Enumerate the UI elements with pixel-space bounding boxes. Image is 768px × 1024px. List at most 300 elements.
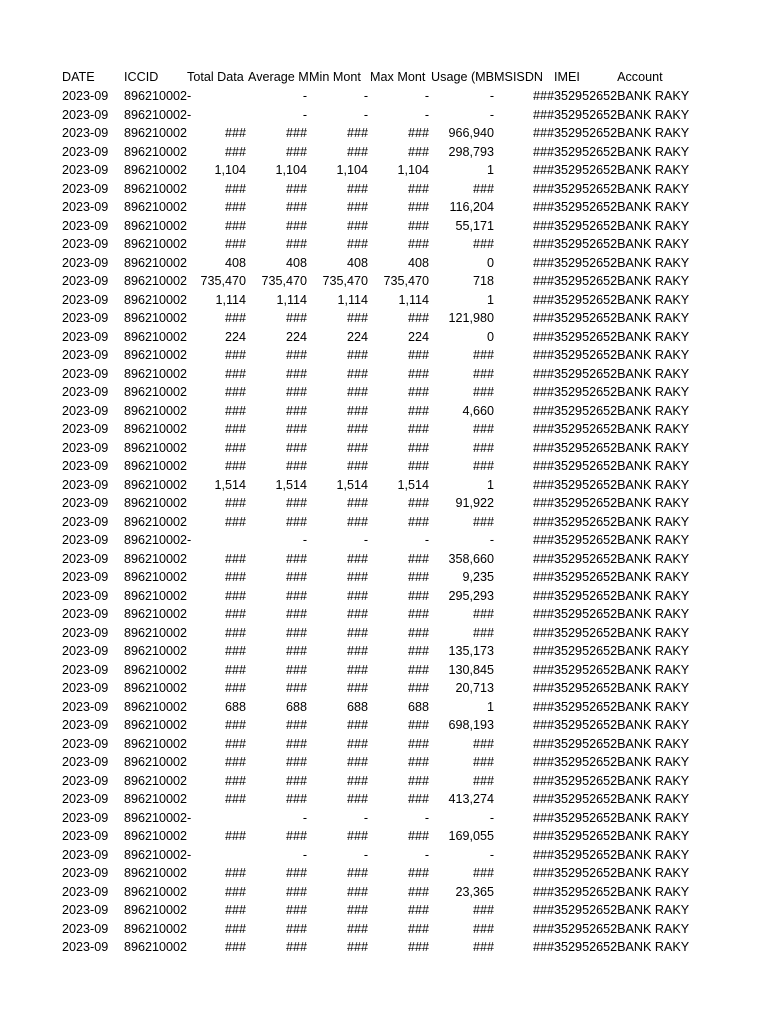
table-row xyxy=(62,365,689,384)
cell-usage: 1 xyxy=(487,163,495,177)
cell-date: 2023-09 xyxy=(62,699,109,714)
cell-imei: 352952652 xyxy=(554,311,618,325)
cell-iccid: 896210002 xyxy=(124,773,188,788)
cell-usage: ### xyxy=(473,514,495,529)
table-row xyxy=(62,864,689,883)
cell-imei: 352952652 xyxy=(554,107,618,122)
cell-account: BANK RAKY xyxy=(617,440,690,455)
table-row xyxy=(62,568,689,587)
cell-average: ### xyxy=(286,311,308,325)
cell-imei: 352952652 xyxy=(554,329,618,344)
cell-msisdn: ### xyxy=(533,385,555,399)
cell-total-data: 1,104 xyxy=(214,163,247,177)
cell-iccid: 896210002 xyxy=(124,144,188,159)
cell-average: ### xyxy=(286,736,308,751)
col-header-imei: IMEI xyxy=(554,70,580,85)
cell-max-month: - xyxy=(424,847,430,862)
cell-min-month: ### xyxy=(347,422,369,436)
cell-msisdn: ### xyxy=(533,773,555,788)
cell-iccid: 896210002 xyxy=(124,551,188,566)
cell-imei: 352952652 xyxy=(554,144,618,159)
cell-account: BANK RAKY xyxy=(617,163,690,177)
table-row xyxy=(62,661,689,680)
cell-usage: ### xyxy=(473,348,495,362)
cell-imei: 352952652 xyxy=(554,366,618,381)
cell-imei: 352952652 xyxy=(554,570,618,584)
cell-date: 2023-09 xyxy=(62,884,109,899)
cell-total-data: ### xyxy=(225,607,247,621)
cell-date: 2023-09 xyxy=(62,366,109,381)
cell-min-month: ### xyxy=(347,718,369,732)
cell-average: ### xyxy=(286,940,308,954)
cell-msisdn: ### xyxy=(533,829,555,843)
cell-date: 2023-09 xyxy=(62,570,109,584)
cell-iccid: 896210002 xyxy=(124,644,188,658)
cell-usage: ### xyxy=(473,625,495,640)
cell-date: 2023-09 xyxy=(62,533,109,547)
cell-iccid: 896210002 xyxy=(124,533,188,547)
cell-max-month: ### xyxy=(408,718,430,732)
table-row xyxy=(62,605,689,624)
cell-max-month: ### xyxy=(408,126,430,140)
cell-account: BANK RAKY xyxy=(617,681,690,695)
cell-max-month: ### xyxy=(408,403,430,418)
cell-msisdn: ### xyxy=(533,755,555,769)
cell-date: 2023-09 xyxy=(62,792,109,806)
cell-account: BANK RAKY xyxy=(617,829,690,843)
cell-total-data: 735,470 xyxy=(200,274,247,288)
cell-min-month: ### xyxy=(347,366,369,381)
cell-total-data: - xyxy=(187,107,192,122)
cell-average: - xyxy=(302,89,308,103)
cell-max-month: ### xyxy=(408,440,430,455)
cell-usage: 413,274 xyxy=(448,792,495,806)
cell-min-month: 1,514 xyxy=(336,477,369,492)
table-row xyxy=(62,494,689,513)
cell-total-data: ### xyxy=(225,755,247,769)
cell-imei: 352952652 xyxy=(554,440,618,455)
cell-account: BANK RAKY xyxy=(617,107,690,122)
cell-usage: - xyxy=(489,107,495,122)
cell-total-data: ### xyxy=(225,625,247,640)
cell-msisdn: ### xyxy=(533,681,555,695)
cell-max-month: ### xyxy=(408,884,430,899)
cell-total-data: ### xyxy=(225,792,247,806)
cell-date: 2023-09 xyxy=(62,126,109,140)
cell-imei: 352952652 xyxy=(554,681,618,695)
cell-usage: ### xyxy=(473,773,495,788)
table-row xyxy=(62,346,689,365)
cell-total-data: ### xyxy=(225,662,247,677)
cell-account: BANK RAKY xyxy=(617,607,690,621)
cell-iccid: 896210002 xyxy=(124,681,188,695)
cell-min-month: ### xyxy=(347,662,369,677)
cell-min-month: ### xyxy=(347,181,369,196)
cell-max-month: 224 xyxy=(408,329,430,344)
cell-msisdn: ### xyxy=(533,422,555,436)
cell-average: ### xyxy=(286,792,308,806)
cell-total-data: ### xyxy=(225,181,247,196)
cell-msisdn: ### xyxy=(533,699,555,714)
cell-max-month: ### xyxy=(408,607,430,621)
table-row xyxy=(62,716,689,735)
cell-imei: 352952652 xyxy=(554,181,618,196)
cell-average: ### xyxy=(286,644,308,658)
table-row xyxy=(62,513,689,532)
cell-account: BANK RAKY xyxy=(617,181,690,196)
cell-imei: 352952652 xyxy=(554,699,618,714)
cell-min-month: ### xyxy=(347,144,369,159)
cell-max-month: ### xyxy=(408,681,430,695)
cell-average: ### xyxy=(286,681,308,695)
cell-total-data: 1,514 xyxy=(214,477,247,492)
table-row xyxy=(62,291,689,310)
cell-imei: 352952652 xyxy=(554,884,618,899)
cell-msisdn: ### xyxy=(533,884,555,899)
table-row xyxy=(62,624,689,643)
cell-msisdn: ### xyxy=(533,218,555,233)
cell-average: ### xyxy=(286,181,308,196)
table-row xyxy=(62,254,689,273)
cell-max-month: ### xyxy=(408,792,430,806)
cell-usage: ### xyxy=(473,385,495,399)
cell-max-month: ### xyxy=(408,181,430,196)
cell-account: BANK RAKY xyxy=(617,625,690,640)
cell-usage: ### xyxy=(473,181,495,196)
cell-min-month: - xyxy=(363,847,369,862)
cell-date: 2023-09 xyxy=(62,200,109,214)
cell-imei: 352952652 xyxy=(554,126,618,140)
cell-max-month: 735,470 xyxy=(383,274,430,288)
cell-account: BANK RAKY xyxy=(617,514,690,529)
cell-account: BANK RAKY xyxy=(617,274,690,288)
cell-total-data: 688 xyxy=(225,699,247,714)
spreadsheet-table xyxy=(62,68,689,957)
cell-average: ### xyxy=(286,903,308,917)
cell-msisdn: ### xyxy=(533,551,555,566)
cell-iccid: 896210002 xyxy=(124,348,188,362)
cell-total-data: ### xyxy=(225,311,247,325)
cell-date: 2023-09 xyxy=(62,292,109,307)
table-row xyxy=(62,679,689,698)
cell-date: 2023-09 xyxy=(62,681,109,695)
cell-usage: ### xyxy=(473,903,495,917)
cell-account: BANK RAKY xyxy=(617,459,690,473)
cell-max-month: ### xyxy=(408,459,430,473)
cell-average: - xyxy=(302,533,308,547)
cell-max-month: ### xyxy=(408,625,430,640)
cell-min-month: ### xyxy=(347,773,369,788)
cell-average: ### xyxy=(286,921,308,936)
cell-max-month: ### xyxy=(408,551,430,566)
cell-average: 1,114 xyxy=(276,292,308,307)
cell-usage: 1 xyxy=(487,292,495,307)
cell-msisdn: ### xyxy=(533,736,555,751)
cell-msisdn: ### xyxy=(533,662,555,677)
table-row xyxy=(62,198,689,217)
cell-date: 2023-09 xyxy=(62,459,109,473)
cell-average: ### xyxy=(286,662,308,677)
cell-account: BANK RAKY xyxy=(617,718,690,732)
cell-max-month: ### xyxy=(408,311,430,325)
cell-max-month: ### xyxy=(408,829,430,843)
cell-iccid: 896210002 xyxy=(124,292,188,307)
cell-account: BANK RAKY xyxy=(617,773,690,788)
cell-msisdn: ### xyxy=(533,255,555,270)
cell-msisdn: ### xyxy=(533,126,555,140)
cell-imei: 352952652 xyxy=(554,607,618,621)
cell-total-data: ### xyxy=(225,866,247,880)
table-row xyxy=(62,920,689,939)
cell-msisdn: ### xyxy=(533,403,555,418)
cell-iccid: 896210002 xyxy=(124,514,188,529)
cell-iccid: 896210002 xyxy=(124,237,188,251)
cell-max-month: ### xyxy=(408,422,430,436)
cell-max-month: 1,514 xyxy=(397,477,430,492)
cell-date: 2023-09 xyxy=(62,644,109,658)
cell-iccid: 896210002 xyxy=(124,163,188,177)
cell-usage: ### xyxy=(473,866,495,880)
cell-iccid: 896210002 xyxy=(124,126,188,140)
cell-usage: ### xyxy=(473,921,495,936)
cell-total-data: ### xyxy=(225,144,247,159)
cell-min-month: ### xyxy=(347,736,369,751)
cell-date: 2023-09 xyxy=(62,107,109,122)
cell-msisdn: ### xyxy=(533,514,555,529)
cell-max-month: ### xyxy=(408,514,430,529)
cell-imei: 352952652 xyxy=(554,829,618,843)
cell-usage: 116,204 xyxy=(449,200,495,214)
cell-max-month: - xyxy=(424,89,430,103)
cell-msisdn: ### xyxy=(533,847,555,862)
cell-total-data: - xyxy=(187,810,192,825)
cell-min-month: ### xyxy=(347,496,369,510)
cell-usage: ### xyxy=(473,440,495,455)
cell-date: 2023-09 xyxy=(62,218,109,233)
cell-date: 2023-09 xyxy=(62,625,109,640)
cell-average: ### xyxy=(286,570,308,584)
cell-account: BANK RAKY xyxy=(617,588,690,603)
cell-usage: 966,940 xyxy=(448,126,495,140)
col-header-iccid: ICCID xyxy=(124,70,159,85)
cell-msisdn: ### xyxy=(533,144,555,159)
cell-usage: 130,845 xyxy=(448,662,495,677)
cell-min-month: ### xyxy=(347,348,369,362)
table-row xyxy=(62,328,689,347)
cell-account: BANK RAKY xyxy=(617,477,690,492)
cell-account: BANK RAKY xyxy=(617,533,690,547)
cell-average: ### xyxy=(286,218,308,233)
cell-average: ### xyxy=(286,200,308,214)
cell-max-month: 688 xyxy=(408,699,430,714)
table-row xyxy=(62,124,689,143)
cell-date: 2023-09 xyxy=(62,181,109,196)
cell-account: BANK RAKY xyxy=(617,662,690,677)
cell-account: BANK RAKY xyxy=(617,755,690,769)
cell-msisdn: ### xyxy=(533,311,555,325)
cell-date: 2023-09 xyxy=(62,755,109,769)
cell-imei: 352952652 xyxy=(554,403,618,418)
cell-min-month: - xyxy=(363,810,369,825)
cell-usage: ### xyxy=(473,422,495,436)
cell-msisdn: ### xyxy=(533,792,555,806)
cell-usage: ### xyxy=(473,366,495,381)
table-row xyxy=(62,143,689,162)
cell-account: BANK RAKY xyxy=(617,940,690,954)
cell-date: 2023-09 xyxy=(62,866,109,880)
cell-iccid: 896210002 xyxy=(124,329,188,344)
cell-total-data: ### xyxy=(225,348,247,362)
cell-date: 2023-09 xyxy=(62,829,109,843)
cell-average: ### xyxy=(286,884,308,899)
cell-msisdn: ### xyxy=(533,921,555,936)
cell-msisdn: ### xyxy=(533,533,555,547)
table-row xyxy=(62,827,689,846)
cell-account: BANK RAKY xyxy=(617,551,690,566)
cell-imei: 352952652 xyxy=(554,477,618,492)
cell-iccid: 896210002 xyxy=(124,89,188,103)
cell-usage: 0 xyxy=(487,255,495,270)
cell-usage: 55,171 xyxy=(455,218,495,233)
cell-iccid: 896210002 xyxy=(124,940,188,954)
cell-min-month: ### xyxy=(347,459,369,473)
cell-imei: 352952652 xyxy=(554,348,618,362)
cell-total-data: ### xyxy=(225,829,247,843)
cell-average: 688 xyxy=(286,699,308,714)
cell-usage: 358,660 xyxy=(448,551,495,566)
cell-msisdn: ### xyxy=(533,89,555,103)
cell-usage: 1 xyxy=(487,477,495,492)
cell-average: ### xyxy=(286,588,308,603)
cell-total-data: ### xyxy=(225,440,247,455)
cell-average: ### xyxy=(286,385,308,399)
cell-imei: 352952652 xyxy=(554,940,618,954)
cell-date: 2023-09 xyxy=(62,607,109,621)
cell-max-month: 1,114 xyxy=(398,292,430,307)
cell-imei: 352952652 xyxy=(554,921,618,936)
table-body xyxy=(62,87,689,957)
cell-max-month: - xyxy=(424,107,430,122)
cell-imei: 352952652 xyxy=(554,718,618,732)
table-row xyxy=(62,587,689,606)
cell-average: 1,514 xyxy=(275,477,308,492)
cell-average: ### xyxy=(286,459,308,473)
table-row xyxy=(62,383,689,402)
cell-date: 2023-09 xyxy=(62,736,109,751)
cell-account: BANK RAKY xyxy=(617,144,690,159)
cell-average: ### xyxy=(286,366,308,381)
cell-total-data: ### xyxy=(225,200,247,214)
cell-usage: ### xyxy=(473,736,495,751)
cell-account: BANK RAKY xyxy=(617,255,690,270)
cell-average: ### xyxy=(286,514,308,529)
cell-total-data: ### xyxy=(225,496,247,510)
cell-total-data: ### xyxy=(225,644,247,658)
cell-date: 2023-09 xyxy=(62,329,109,344)
cell-min-month: - xyxy=(363,89,369,103)
cell-min-month: ### xyxy=(347,514,369,529)
cell-total-data: ### xyxy=(225,237,247,251)
cell-average: 1,104 xyxy=(275,163,308,177)
cell-min-month: 1,114 xyxy=(337,292,369,307)
cell-total-data: ### xyxy=(225,681,247,695)
cell-max-month: ### xyxy=(408,736,430,751)
cell-imei: 352952652 xyxy=(554,496,618,510)
cell-total-data: ### xyxy=(225,921,247,936)
cell-min-month: ### xyxy=(347,681,369,695)
cell-total-data: - xyxy=(187,533,192,547)
cell-average: 224 xyxy=(286,329,308,344)
col-header-date: DATE xyxy=(62,70,95,85)
cell-total-data: - xyxy=(187,847,192,862)
table-row xyxy=(62,439,689,458)
col-header-max-month: Max Mont xyxy=(370,70,426,85)
cell-usage: - xyxy=(489,810,495,825)
cell-iccid: 896210002 xyxy=(124,792,188,806)
cell-min-month: ### xyxy=(347,385,369,399)
table-row xyxy=(62,809,689,828)
cell-iccid: 896210002 xyxy=(124,477,188,492)
cell-account: BANK RAKY xyxy=(617,403,690,418)
cell-iccid: 896210002 xyxy=(124,181,188,196)
cell-max-month: ### xyxy=(408,348,430,362)
cell-average: ### xyxy=(286,607,308,621)
cell-total-data: ### xyxy=(225,514,247,529)
cell-msisdn: ### xyxy=(533,940,555,954)
cell-average: ### xyxy=(286,348,308,362)
col-header-total-data: Total Data xyxy=(187,70,244,85)
cell-average: - xyxy=(302,810,308,825)
cell-date: 2023-09 xyxy=(62,237,109,251)
cell-account: BANK RAKY xyxy=(617,311,690,325)
cell-msisdn: ### xyxy=(533,348,555,362)
cell-min-month: ### xyxy=(347,607,369,621)
cell-date: 2023-09 xyxy=(62,496,109,510)
cell-account: BANK RAKY xyxy=(617,126,690,140)
cell-max-month: ### xyxy=(408,773,430,788)
cell-account: BANK RAKY xyxy=(617,237,690,251)
cell-total-data: ### xyxy=(225,551,247,566)
cell-usage: 23,365 xyxy=(455,884,495,899)
cell-average: ### xyxy=(286,496,308,510)
cell-usage: - xyxy=(489,533,495,547)
table-row xyxy=(62,161,689,180)
cell-msisdn: ### xyxy=(533,644,555,658)
table-row xyxy=(62,106,689,125)
cell-date: 2023-09 xyxy=(62,440,109,455)
cell-min-month: - xyxy=(363,533,369,547)
cell-iccid: 896210002 xyxy=(124,755,188,769)
cell-max-month: ### xyxy=(408,940,430,954)
cell-msisdn: ### xyxy=(533,496,555,510)
cell-max-month: ### xyxy=(408,903,430,917)
cell-max-month: ### xyxy=(408,385,430,399)
cell-total-data: ### xyxy=(225,403,247,418)
cell-msisdn: ### xyxy=(533,440,555,455)
cell-usage: 0 xyxy=(487,329,495,344)
cell-msisdn: ### xyxy=(533,163,555,177)
cell-imei: 352952652 xyxy=(554,514,618,529)
cell-msisdn: ### xyxy=(533,903,555,917)
cell-min-month: ### xyxy=(347,921,369,936)
cell-date: 2023-09 xyxy=(62,551,109,566)
table-row xyxy=(62,272,689,291)
cell-imei: 352952652 xyxy=(554,644,618,658)
cell-iccid: 896210002 xyxy=(124,625,188,640)
cell-min-month: 688 xyxy=(347,699,369,714)
cell-average: ### xyxy=(286,440,308,455)
cell-date: 2023-09 xyxy=(62,163,109,177)
